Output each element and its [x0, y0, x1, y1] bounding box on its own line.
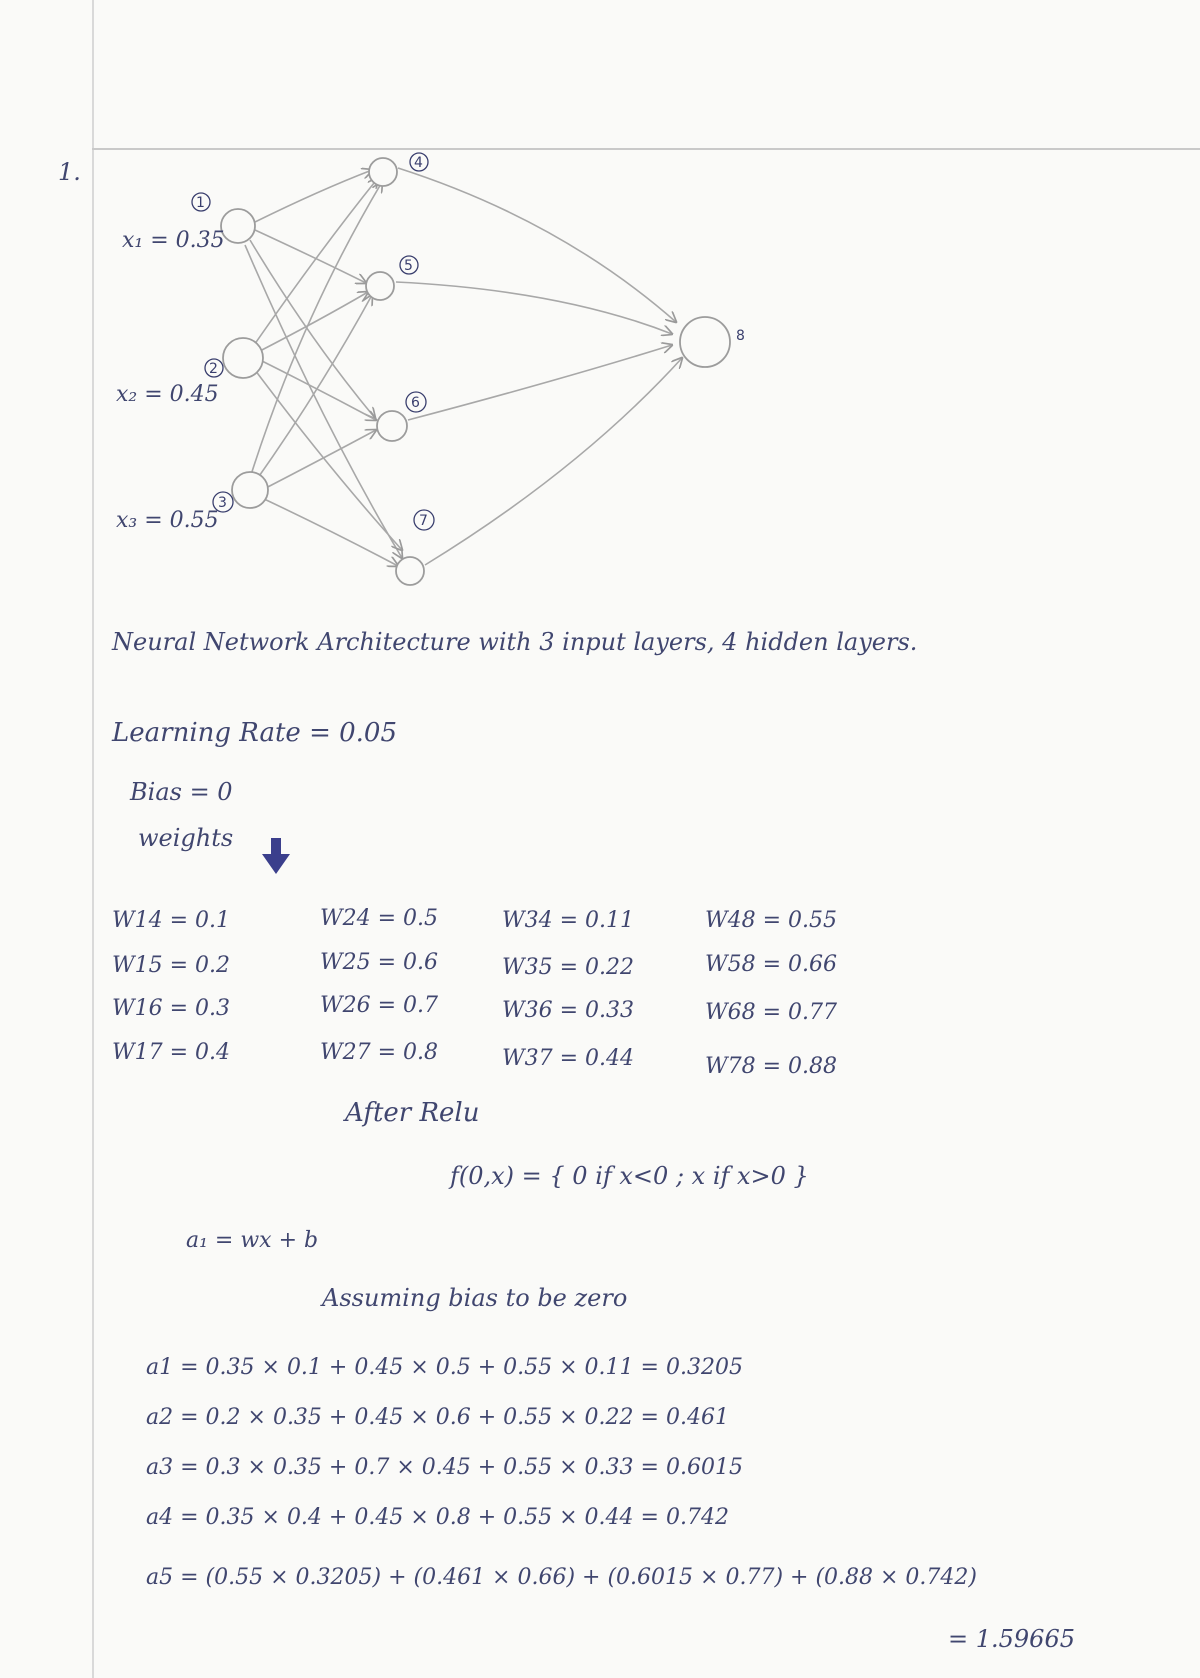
weight-w24: W24 = 0.5: [320, 906, 439, 931]
edge-5-8: [396, 282, 672, 334]
edge-4-8: [398, 168, 676, 322]
bias-assumption: Assuming bias to be zero: [322, 1284, 628, 1312]
weight-w26: W26 = 0.7: [320, 993, 439, 1018]
calc-a2: a2 = 0.2 × 0.35 + 0.45 × 0.6 + 0.55 × 0.22 = 0.461: [146, 1405, 729, 1430]
hidden-node-6: [377, 411, 407, 441]
node-id-6: 6: [411, 395, 420, 411]
weight-w27: W27 = 0.8: [320, 1040, 439, 1065]
node-id-4: 4: [414, 155, 423, 171]
edge-7-8: [425, 358, 682, 565]
learning-rate: Learning Rate = 0.05: [112, 718, 398, 748]
weight-w34: W34 = 0.11: [502, 908, 635, 933]
weight-w14: W14 = 0.1: [112, 908, 231, 933]
weight-w25: W25 = 0.6: [320, 950, 439, 975]
weight-w48: W48 = 0.55: [705, 908, 838, 933]
hidden-node-7: [396, 557, 424, 585]
calc-a1: a1 = 0.35 × 0.1 + 0.45 × 0.5 + 0.55 × 0.11 = 0.3205: [146, 1355, 743, 1380]
weight-w16: W16 = 0.3: [112, 996, 231, 1021]
hidden-node-5: [366, 272, 394, 300]
calc-a5: a5 = (0.55 × 0.3205) + (0.461 × 0.66) + (0.6015 × 0.77) + (0.88 × 0.742): [146, 1565, 977, 1590]
edge-3-4: [250, 182, 382, 478]
weight-w36: W36 = 0.33: [502, 998, 635, 1023]
edge-2-6: [260, 360, 376, 420]
input-x3-label: x₃ = 0.55: [116, 508, 219, 533]
edges: [245, 168, 682, 566]
calc-a3: a3 = 0.3 × 0.35 + 0.7 × 0.45 + 0.55 × 0.33 = 0.6015: [146, 1455, 743, 1480]
input-node-1: [221, 209, 255, 243]
calc-a4: a4 = 0.35 × 0.4 + 0.45 × 0.8 + 0.55 × 0.44 = 0.742: [146, 1505, 729, 1530]
node-id-5: 5: [404, 258, 413, 274]
weights-title: weights: [138, 824, 234, 852]
edge-3-7: [262, 498, 398, 566]
node-id-8: 8: [736, 328, 745, 344]
question-number: 1.: [58, 158, 81, 186]
edge-2-5: [258, 292, 368, 352]
weight-w37: W37 = 0.44: [502, 1046, 635, 1071]
node-id-2: 2: [209, 361, 218, 377]
input-x2-label: x₂ = 0.45: [116, 382, 219, 407]
input-node-2: [223, 338, 263, 378]
hidden-node-4: [369, 158, 397, 186]
edge-1-4: [255, 170, 372, 222]
weight-w15: W15 = 0.2: [112, 953, 231, 978]
weight-w35: W35 = 0.22: [502, 955, 635, 980]
relu-formula: f(0,x) = { 0 if x<0 ; x if x>0 }: [450, 1162, 809, 1190]
weight-w58: W58 = 0.66: [705, 952, 838, 977]
weight-w68: W68 = 0.77: [705, 1000, 838, 1025]
bias-value: Bias = 0: [130, 778, 233, 806]
architecture-text: Neural Network Architecture with 3 input layers, 4 hidden layers.: [112, 628, 918, 656]
output-node-8: [680, 317, 730, 367]
down-arrow-icon: [262, 838, 290, 874]
node-id-3: 3: [218, 495, 227, 511]
final-result: = 1.59665: [948, 1625, 1075, 1653]
weight-w78: W78 = 0.88: [705, 1054, 838, 1079]
linear-formula: a₁ = wx + b: [186, 1228, 319, 1253]
input-node-3: [232, 472, 268, 508]
weight-w17: W17 = 0.4: [112, 1040, 231, 1065]
node-id-1: 1: [196, 195, 205, 211]
edge-2-7: [255, 370, 402, 550]
after-relu-heading: After Relu: [345, 1098, 480, 1128]
node-id-7: 7: [419, 513, 428, 529]
input-x1-label: x₁ = 0.35: [122, 228, 225, 253]
